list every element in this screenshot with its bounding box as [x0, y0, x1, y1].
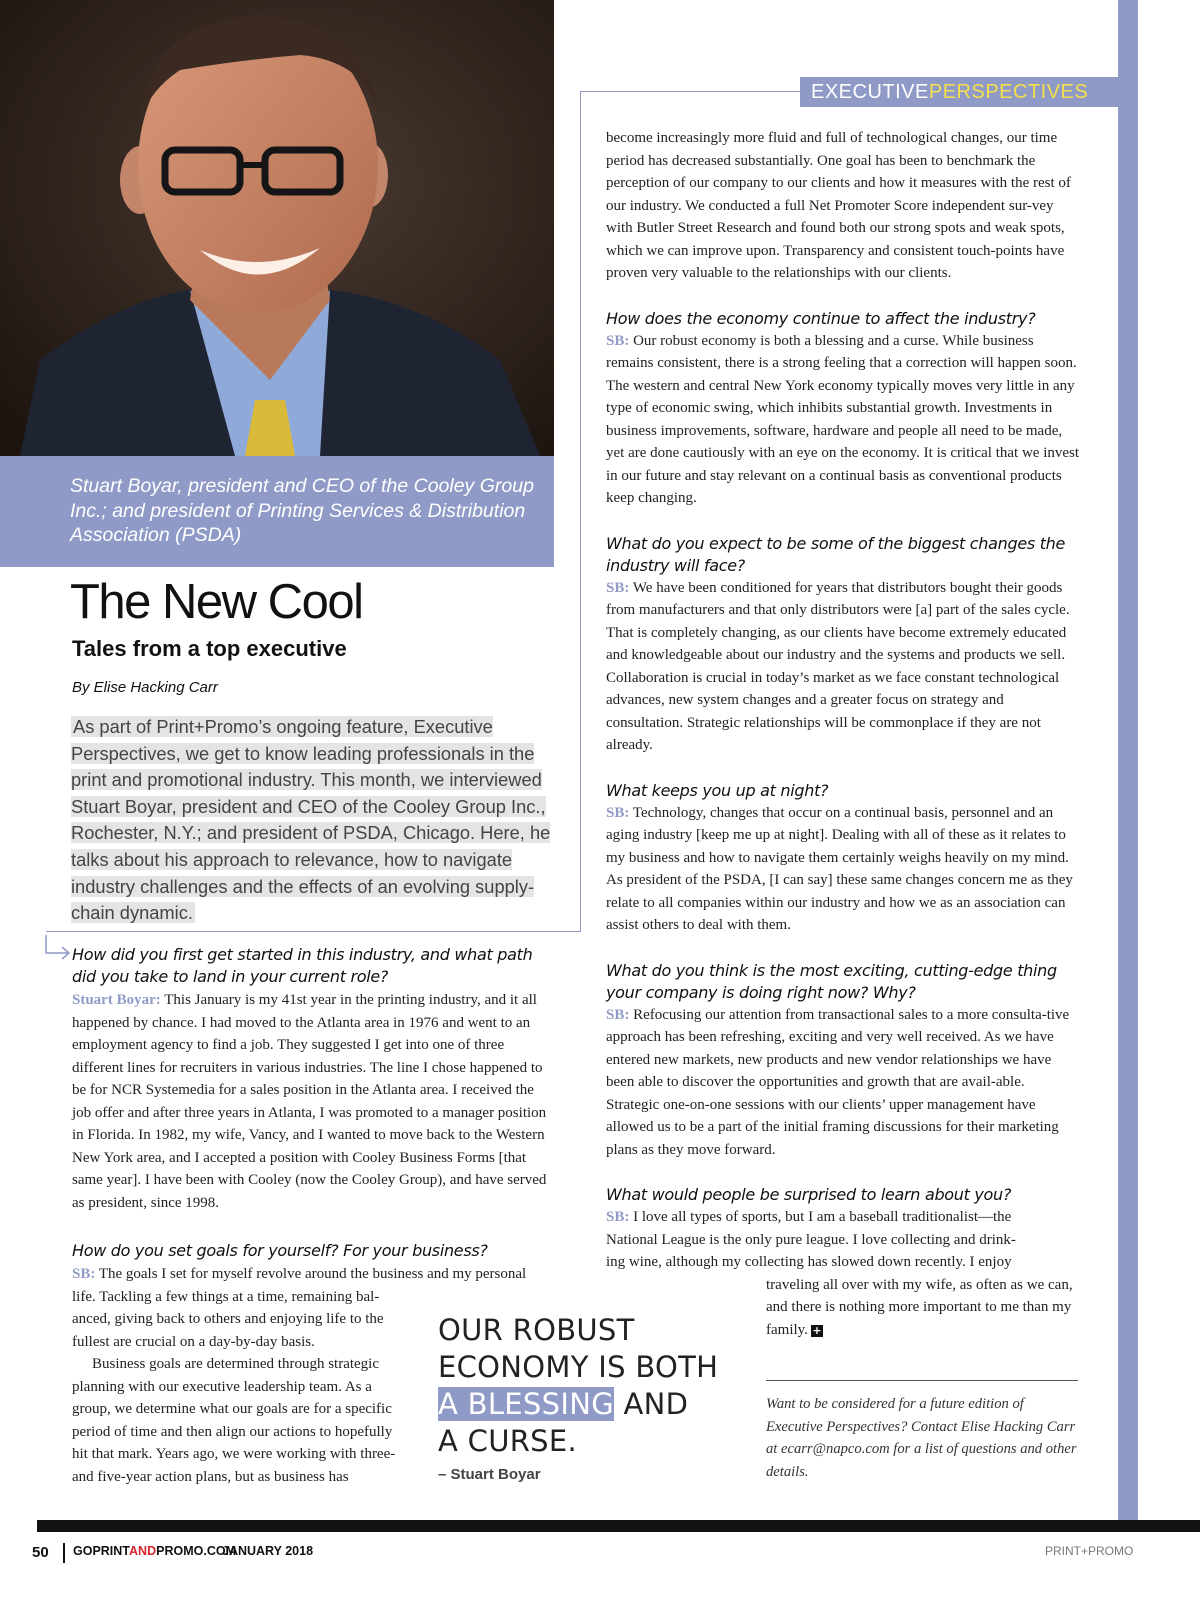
answer-6 — [606, 1004, 1080, 1162]
question-3: How does the economy continue to affect the industry? — [606, 308, 1036, 328]
answer-2-line-2: life. Tackling a few things at a time, remaining bal- — [72, 1288, 380, 1305]
answer-2-speaker: SB: — [72, 1266, 96, 1282]
pull-quote-line-1: OUR ROBUST — [438, 1313, 635, 1347]
answer-7-line-3: ing wine, although my collecting has slowed down recently. I enjoy — [606, 1254, 1012, 1270]
article-intro — [71, 714, 551, 927]
question-1-block — [72, 944, 552, 1214]
pull-quote-highlight: A BLESSING — [438, 1387, 614, 1421]
banner-word-executive: EXECUTIVE — [811, 81, 929, 103]
answer-1-speaker: Stuart Boyar: — [72, 992, 161, 1008]
answer-6-text: Refocusing our attention from transactional sales to a more consulta-tive approach has been refreshing, exciting and very well received. As we have entered new markets, new products and new vendor relationships we have been able to discover the opportunities and growth that are avail-able. Strategic one-on-one sessions with our clients’ upper management have allowed us to be a part of the initial framing discussions for their marketing plans as they move forward. — [606, 1006, 1070, 1158]
answer-1 — [72, 989, 552, 1214]
answer-5-speaker: SB: — [606, 804, 630, 821]
continuation-paragraph: become increasingly more fluid and full of technological changes, our time period has decreased substantially. One goal has been to benchmark the perception of our company to our clients and how it measures with the rest of our industry. We conducted a full Net Promoter Score independent sur-vey with Butler Street Research and found both our strong spots and weak spots, which we can improve upon. Transparency and consistent touch-points have proven very valuable to the relationships with our clients. — [606, 130, 1071, 281]
photo-caption: Stuart Boyar, president and CEO of the Cooley Group Inc.; and president of Printing Services & Distribution Association (PSDA) — [70, 475, 534, 546]
answer-5 — [606, 802, 1080, 937]
contact-note: Want to be considered for a future edition of Executive Perspectives? Contact Elise Hacking Carr at ecarr@napco.com for a list of questions and other details. — [766, 1396, 1077, 1480]
answer-7-text-1: I love all types of sports, but I am a baseball traditionalist—the — [633, 1209, 1012, 1225]
right-column — [606, 127, 1080, 1341]
site-part-and: AND — [129, 1544, 157, 1558]
arrow-right-icon — [42, 935, 72, 965]
photo-caption-box — [0, 456, 554, 567]
note-divider — [766, 1380, 1078, 1381]
issue-date: JANUARY 2018 — [222, 1544, 314, 1558]
answer-2-line-4: fullest are crucial on a day-by-day basis. — [72, 1333, 315, 1350]
pull-quote-line-2: ECONOMY IS BOTH — [438, 1350, 719, 1384]
article-subtitle: Tales from a top executive — [72, 636, 347, 661]
end-mark-icon: + — [812, 1323, 822, 1337]
intro-text: As part of Print+Promo’s ongoing feature, Executive Perspectives, we get to know leading professionals in the print and promotional industry. This month, we interviewed Stuart Boyar, president and CEO of the Cooley Group Inc., Rochester, N.Y.; and president of PSDA, Chicago. Here, he talks about his approach to relevance, how to navigate industry challenges and the effects of an evolving supply-chain dynamic. — [71, 716, 551, 924]
answer-3 — [606, 330, 1080, 510]
portrait-photo — [0, 0, 554, 456]
footer-rule — [37, 1520, 1200, 1532]
answer-3-speaker: SB: — [606, 332, 630, 349]
pull-quote-line-4: A CURSE. — [438, 1424, 578, 1458]
site-part-2: PROMO.COM — [156, 1544, 236, 1558]
question-7: What would people be surprised to learn about you? — [606, 1185, 1012, 1204]
answer-7-rest-text: traveling all over with my wife, as often as we can, and there is nothing more important to me than my family. — [766, 1276, 1073, 1338]
pull-quote-line-3-tail: AND — [613, 1387, 689, 1421]
answer-4-speaker: SB: — [606, 579, 630, 596]
article-title: The New Cool — [70, 575, 363, 629]
banner-word-perspectives: PERSPECTIVES — [928, 81, 1089, 103]
accent-side-bar — [1118, 0, 1138, 1520]
question-5: What keeps you up at night? — [606, 780, 829, 800]
footer-divider — [63, 1543, 65, 1563]
answer-4 — [606, 577, 1080, 757]
question-4: What do you expect to be some of the biggest changes the industry will face? — [606, 533, 1066, 575]
answer-7-line-1 — [606, 1206, 1080, 1229]
frame-rule-left — [580, 91, 581, 931]
answer-6-speaker: SB: — [606, 1006, 630, 1023]
footer-website[interactable] — [73, 1544, 236, 1558]
question-1: How did you first get started in this industry, and what path did you take to land in your current role? — [72, 945, 533, 986]
pull-quote — [438, 1312, 718, 1460]
pull-quote-attribution: – Stuart Boyar — [438, 1466, 541, 1483]
answer-4-text: We have been conditioned for years that distributors bought their goods from manufacturers and that only distributors were [a] part of the sales cycle. That is completely changing, as our clients have become extremely educated and knowledgeable about our industry and the systems and products we sell. Collaboration is crucial in today’s market as we face constant technological advances, new system changes and a greater focus on strategy and consultation. Strategic relationships will be commonplace if they are not already. — [606, 579, 1070, 753]
section-banner — [800, 77, 1118, 107]
answer-7-speaker: SB: — [606, 1209, 630, 1225]
answer-7-rest — [766, 1274, 1078, 1342]
answer-2-line-1 — [72, 1263, 564, 1286]
answer-5-text: Technology, changes that occur on a continual basis, personnel and an aging industry [keep me up at night]. Dealing with all of these as it relates to my business and how to navigate them certainly weighs heavily on my mind. As president of the PSDA, [I can say] these same changes concern me as they relate to all companies within our industry and how we as an association can assist others to deal with them. — [606, 804, 1073, 933]
answer-3-text: Our robust economy is both a blessing and a curse. While business remains consistent, there is a strong feeling that a correction will happen soon. The western and central New York economy typically moves very little in any type of economic swing, which inhibits substantial growth. Investments in business improvements, software, hardware and people all need to be made, yet are done cautiously with an eye on the economy. It is critical that we invest in our future and stay relevant on a continual basis as conventional products keep changing. — [606, 332, 1080, 506]
answer-1-text: This January is my 41st year in the printing industry, and it all happened by chance. I had moved to the Atlanta area in 1976 and went to an employment agency to find a job. They suggested I get into one of three different lines for recruiters in various industries. The line I chose happened to be for NCR Systemedia for a sales position in the Atlanta area. I received the job offer and after three years in Atlanta, I was promoted to a manager position in Florida. In 1982, my wife, Vancy, and I wanted to move back to the Western New York area, and I accepted a position with Cooley Business Forms [that same year]. I have been with Cooley (now the Cooley Group), and have served as president, since 1998. — [72, 992, 547, 1211]
page-number: 50 — [32, 1544, 49, 1561]
answer-2-line-3: anced, giving back to others and enjoying life to the — [72, 1311, 384, 1327]
article-byline: By Elise Hacking Carr — [72, 679, 218, 696]
magazine-name: PRINT+PROMO — [1045, 1544, 1134, 1558]
answer-2-text-1: The goals I set for myself revolve around the business and my personal — [98, 1266, 527, 1282]
question-2: How do you set goals for yourself? For your business? — [72, 1241, 488, 1260]
pull-quote-line-3 — [438, 1386, 718, 1423]
answer-7-line-2: National League is the only pure league. I love collecting and drink- — [606, 1231, 1016, 1248]
answer-2-paragraph-2: Business goals are determined through strategic planning with our executive leadership team. As a group, we determine what our goals are for a specific period of time and then align our actions to hopefully hit that mark. Years ago, we were working with three- and five-year action plans, but as business has — [72, 1356, 396, 1485]
frame-rule-top — [580, 91, 800, 92]
site-part-1: GOPRINT — [73, 1544, 130, 1558]
frame-rule-bottom — [46, 931, 581, 932]
question-6: What do you think is the most exciting, cutting-edge thing your company is doing right now? Why? — [606, 960, 1057, 1002]
